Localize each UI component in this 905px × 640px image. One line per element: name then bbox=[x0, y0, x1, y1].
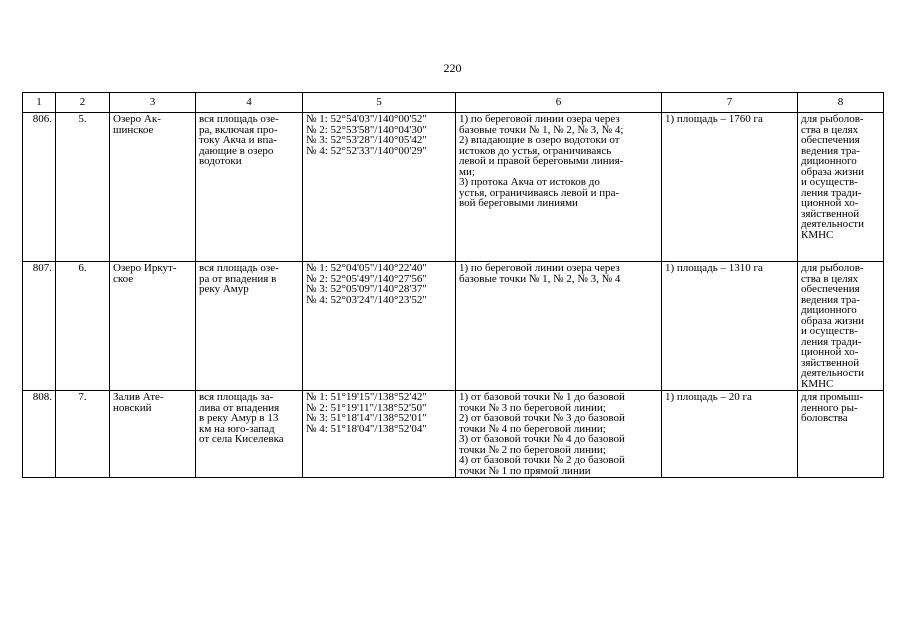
text-line: и осуществ- bbox=[801, 325, 858, 337]
base-point-coordinates bbox=[303, 391, 456, 478]
text-line: дающие в озеро bbox=[199, 144, 274, 157]
text-line: ства в целях bbox=[801, 123, 859, 136]
text-line: зяйственной bbox=[801, 207, 860, 220]
text-line: 2) впадающие в озеро водотоки от bbox=[459, 134, 620, 146]
text-line: истоков до устья, ограничиваясь bbox=[459, 144, 612, 157]
column-header-row bbox=[23, 93, 884, 113]
coordinate-line: № 4: 51°18'04"/138°52'04" bbox=[306, 422, 427, 435]
text-line: базовые точки № 1, № 2, № 3, № 4; bbox=[459, 123, 624, 136]
coordinate-line: № 2: 51°19'11"/138°52'50" bbox=[306, 401, 427, 414]
table-row bbox=[23, 113, 884, 262]
usage-purpose bbox=[798, 113, 884, 262]
coordinate-line: № 1: 51°19'15"/138°52'42" bbox=[306, 391, 427, 403]
base-point-coordinates bbox=[303, 113, 456, 262]
text-line: ведения тра- bbox=[801, 144, 860, 157]
text-line: вой береговыми линиями bbox=[459, 197, 578, 209]
text-line: ленного ры- bbox=[801, 401, 858, 414]
text-line: ра, включая про- bbox=[199, 123, 278, 136]
text-line: вся площадь озе- bbox=[199, 113, 279, 125]
area-size bbox=[662, 113, 798, 262]
text-line: образа жизни bbox=[801, 165, 865, 178]
text-line: Озеро Иркут- bbox=[113, 262, 177, 274]
text-line: току Акча и впа- bbox=[199, 134, 277, 146]
coordinate-line: № 3: 52°53'28"/140°05'42" bbox=[306, 134, 427, 146]
column-header-4: 4 bbox=[196, 93, 303, 113]
row-number: 807. bbox=[23, 262, 56, 391]
text-line: точки № 1 по прямой линии bbox=[459, 464, 591, 477]
text-line: ционной хо- bbox=[801, 197, 859, 209]
page-number: 220 bbox=[443, 61, 462, 75]
coordinate-line: № 4: 52°52'33"/140°00'29" bbox=[306, 144, 427, 157]
text-line: обеспечения bbox=[801, 134, 860, 146]
column-header-7: 7 bbox=[662, 93, 798, 113]
column-header-6: 6 bbox=[456, 93, 662, 113]
text-line: ления тради- bbox=[801, 186, 862, 199]
text-line: водотоки bbox=[199, 155, 242, 167]
text-line: диционного bbox=[801, 304, 857, 316]
text-line: 3) от базовой точки № 4 до базовой bbox=[459, 433, 625, 445]
text-line: км на юго-запад bbox=[199, 422, 275, 435]
text-line: 1) от базовой точки № 1 до базовой bbox=[459, 391, 625, 403]
column-header-8: 8 bbox=[798, 93, 884, 113]
coordinate-line: № 4: 52°03'24"/140°23'52" bbox=[306, 293, 427, 306]
row-index: 5. bbox=[56, 113, 110, 262]
text-line: ства в целях bbox=[801, 272, 859, 285]
text-line: деятельности bbox=[801, 218, 864, 230]
text-line: лива от впадения bbox=[199, 401, 280, 414]
text-line: КМНС bbox=[801, 228, 834, 241]
text-line: 1) площадь – 20 га bbox=[665, 391, 752, 403]
text-line: ское bbox=[113, 272, 134, 285]
text-line: для рыболов- bbox=[801, 262, 864, 274]
text-line: диционного bbox=[801, 155, 857, 167]
water-body-name bbox=[110, 262, 196, 391]
column-header-2: 2 bbox=[56, 93, 110, 113]
row-number: 806. bbox=[23, 113, 56, 262]
coordinate-line: № 2: 52°05'49"/140°27'56" bbox=[306, 272, 427, 285]
text-line: вся площадь за- bbox=[199, 391, 274, 403]
area-description bbox=[196, 113, 303, 262]
text-line: новский bbox=[113, 401, 152, 414]
text-line: 1) по береговой линии озера через bbox=[459, 113, 620, 125]
row-index: 6. bbox=[56, 262, 110, 391]
coordinate-line: № 3: 52°05'09"/140°28'37" bbox=[306, 283, 427, 295]
boundary-description bbox=[456, 262, 662, 391]
text-line: деятельности bbox=[801, 367, 864, 379]
text-line: ления тради- bbox=[801, 335, 862, 348]
boundary-description bbox=[456, 113, 662, 262]
water-body-name bbox=[110, 113, 196, 262]
text-line: 4) от базовой точки № 2 до базовой bbox=[459, 454, 625, 466]
text-line: для рыболов- bbox=[801, 113, 864, 125]
coordinate-line: № 2: 52°53'58"/140°04'30" bbox=[306, 123, 427, 136]
text-line: базовые точки № 1, № 2, № 3, № 4 bbox=[459, 272, 621, 285]
text-line: шинское bbox=[113, 123, 154, 136]
text-line: в реку Амур в 13 bbox=[199, 412, 279, 424]
text-line: ведения тра- bbox=[801, 293, 860, 306]
text-line: и осуществ- bbox=[801, 176, 858, 188]
column-header-1: 1 bbox=[23, 93, 56, 113]
row-number: 808. bbox=[23, 391, 56, 478]
text-line: 1) площадь – 1310 га bbox=[665, 262, 763, 274]
table-row bbox=[23, 391, 884, 478]
coordinate-line: № 1: 52°54'03"/140°00'52" bbox=[306, 113, 427, 125]
text-line: вся площадь озе- bbox=[199, 262, 279, 274]
text-line: 1) площадь – 1760 га bbox=[665, 113, 763, 125]
text-line: ми; bbox=[459, 165, 475, 178]
text-line: обеспечения bbox=[801, 283, 860, 295]
column-header-3: 3 bbox=[110, 93, 196, 113]
coordinate-line: № 3: 51°18'14"/138°52'01" bbox=[306, 412, 427, 424]
column-header-5: 5 bbox=[303, 93, 456, 113]
text-line: от села Киселевка bbox=[199, 433, 284, 445]
text-line: точки № 3 по береговой линии; bbox=[459, 401, 606, 414]
area-size bbox=[662, 391, 798, 478]
fishing-areas-table bbox=[22, 92, 884, 478]
area-size bbox=[662, 262, 798, 391]
text-line: 2) от базовой точки № 3 до базовой bbox=[459, 412, 625, 424]
base-point-coordinates bbox=[303, 262, 456, 391]
text-line: для промыш- bbox=[801, 391, 864, 403]
coordinate-line: № 1: 52°04'05"/140°22'40" bbox=[306, 262, 427, 274]
usage-purpose bbox=[798, 391, 884, 478]
text-line: образа жизни bbox=[801, 314, 865, 327]
text-line: зяйственной bbox=[801, 356, 860, 369]
text-line: 1) по береговой линии озера через bbox=[459, 262, 620, 274]
area-description bbox=[196, 262, 303, 391]
text-line: реку Амур bbox=[199, 283, 249, 295]
boundary-description bbox=[456, 391, 662, 478]
text-line: Озеро Ак- bbox=[113, 113, 161, 125]
text-line: левой и правой береговыми линия- bbox=[459, 155, 624, 167]
text-line: КМНС bbox=[801, 377, 834, 390]
text-line: точки № 4 по береговой линии; bbox=[459, 422, 606, 435]
row-index: 7. bbox=[56, 391, 110, 478]
text-line: ра от впадения в bbox=[199, 272, 277, 285]
text-line: ционной хо- bbox=[801, 346, 859, 358]
water-body-name bbox=[110, 391, 196, 478]
text-line: 3) протока Акча от истоков до bbox=[459, 176, 600, 188]
text-line: боловства bbox=[801, 412, 848, 424]
text-line: точки № 2 по береговой линии; bbox=[459, 443, 606, 456]
area-description bbox=[196, 391, 303, 478]
text-line: устья, ограничиваясь левой и пра- bbox=[459, 186, 620, 199]
text-line: Залив Ате- bbox=[113, 391, 164, 403]
usage-purpose bbox=[798, 262, 884, 391]
table-row bbox=[23, 262, 884, 391]
